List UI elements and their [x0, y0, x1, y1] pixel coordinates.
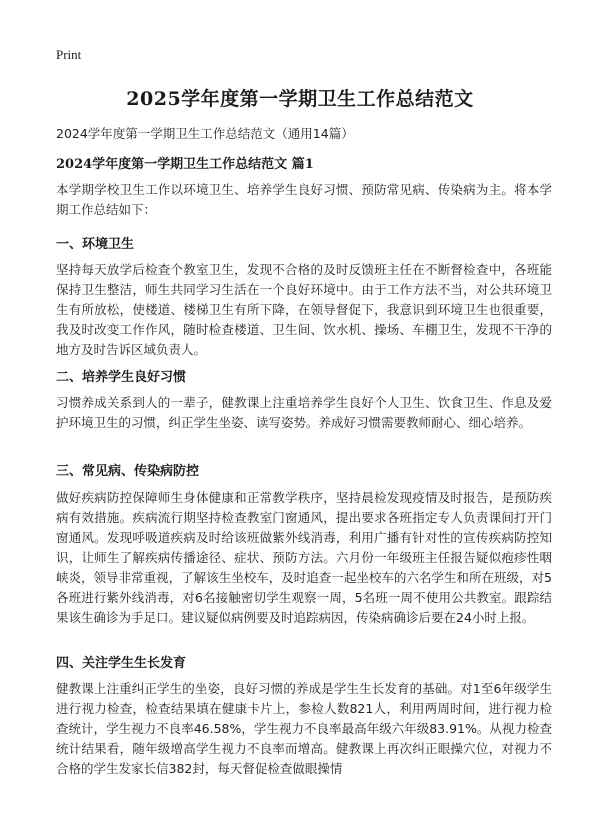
section-heading-habits: 二、培养学生良好习惯 [56, 370, 187, 385]
section-body-habits: 习惯养成关系到人的一辈子，健教课上注重培养学生良好个人卫生、饮食卫生、作息及爱护环境卫生的习惯，纠正学生坐姿、读写姿势。养成好习惯需要教师耐心、细心培养。 [56, 395, 552, 430]
section-body-growth: 健教课上注重纠正学生的坐姿，良好习惯的养成是学生生长发育的基础。对1至6年级学生进行视力检查，检查结果填在健康卡片上，参检人数821人，利用两周时间，进行视力检查统计，学生视力不良率46.58%，学生视力不良率最高年级六年级83.91%。从视力检查统计结果看，随年级增高学生视力不良率而增高。健教课上再次纠正眼操穴位，对视力不合格的学生发家长信382封，每天督促检查做眼操情 [56, 681, 552, 776]
section-heading-growth: 四、关注学生生长发育 [56, 656, 187, 671]
intro-paragraph: 本学期学校卫生工作以环境卫生、培养学生良好习惯、预防常见病、传染病为主。将本学期工作总结如下： [56, 182, 552, 217]
article-heading: 2024学年度第一学期卫生工作总结范文 篇1 [56, 157, 314, 172]
document-subtitle: 2024学年度第一学期卫生工作总结范文（通用14篇） [56, 126, 354, 141]
print-link[interactable]: Print [56, 47, 82, 62]
section-body-disease-control: 做好疾病防控保障师生身体健康和正常教学秩序，坚持晨检发现疫情及时报告，是预防疾病有效措施。疾病流行期坚持检查教室门窗通风，提出要求各班指定专人负责课间打开门窗通风。发现呼吸道疾病及时给该班做紫外线消毒，利用广播有针对性的宣传疾病防控知识，让师生了解疾病传播途径、症状、预防方法。六月份一年级班主任报告疑似疱疹性咽峡炎，领导非常重视，了解该生坐校车，及时追查一起坐校车的六名学生和所在班级，对5各班进行紫外线消毒，对6名接触密切学生观察一周，5名班一周不使用公共教室。跟踪结果该生确诊为手足口。建议疑似病例要及时追踪病因，传染病确诊后要在24小时上报。 [56, 490, 552, 625]
section-heading-disease-control: 三、常见病、传染病防控 [56, 464, 200, 479]
section-body-environment: 坚持每天放学后检查个教室卫生，发现不合格的及时反馈班主任在不断督检查中，各班能保持卫生整洁，师生共同学习生活在一个良好环境中。由于工作方法不当，对公共环境卫生有所放松，使楼道、楼梯卫生有所下降，在领导督促下，我意识到环境卫生也很重要，我及时改变工作作风，随时检查楼道、卫生间、饮水机、操场、车棚卫生，发现不干净的地方及时告诉区域负责人。 [56, 262, 552, 357]
section-heading-environment: 一、环境卫生 [56, 237, 135, 252]
page-title: 2025学年度第一学期卫生工作总结范文 [126, 88, 474, 110]
